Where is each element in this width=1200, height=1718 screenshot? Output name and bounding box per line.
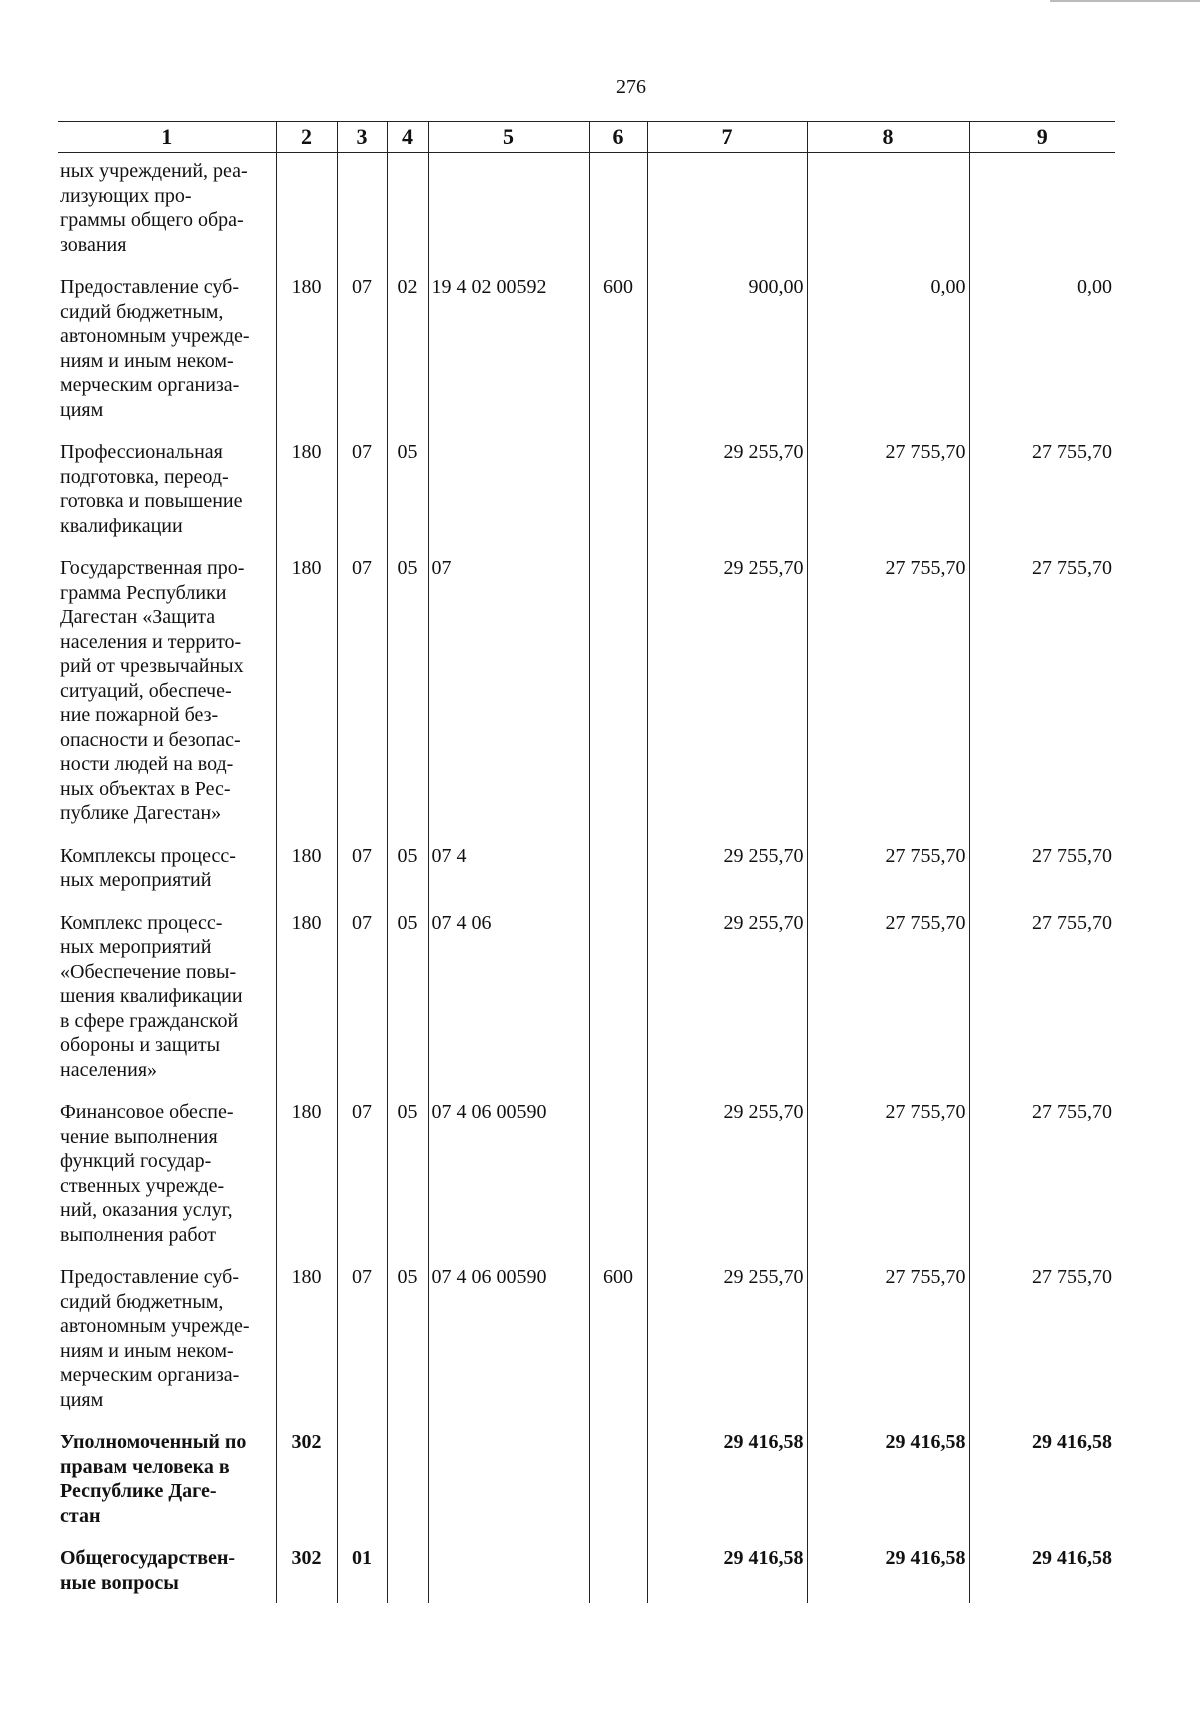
amount-col8-cell: 0,00 — [807, 265, 969, 430]
amount-col8-cell: 29 416,58 — [807, 1420, 969, 1536]
subsection-code-cell: 05 — [387, 1255, 428, 1420]
amount-col7-cell: 29 255,70 — [647, 901, 807, 1091]
table-row — [58, 1420, 1115, 1536]
amount-col8-cell: 29 416,58 — [807, 1536, 969, 1603]
admin-code-cell: 180 — [276, 834, 337, 901]
budget-table — [58, 121, 1115, 1603]
expense-type-cell — [589, 901, 647, 1091]
expense-type-cell — [589, 1536, 647, 1603]
amount-col7-cell: 29 255,70 — [647, 1255, 807, 1420]
section-code-cell: 07 — [337, 1255, 387, 1420]
column-header: 1 — [58, 122, 276, 153]
target-article-cell — [428, 153, 589, 266]
amount-col8-cell: 27 755,70 — [807, 1090, 969, 1255]
expense-type-cell: 600 — [589, 265, 647, 430]
column-header: 3 — [337, 122, 387, 153]
amount-col9-cell: 29 416,58 — [969, 1420, 1115, 1536]
section-code-cell: 07 — [337, 265, 387, 430]
expense-type-cell — [589, 546, 647, 834]
amount-col7-cell — [647, 153, 807, 266]
admin-code-cell: 180 — [276, 1255, 337, 1420]
admin-code-cell: 180 — [276, 430, 337, 546]
admin-code-cell: 302 — [276, 1536, 337, 1603]
item-name-cell: Общегосударствен- ные вопросы — [60, 1547, 236, 1594]
table-row — [58, 430, 1115, 546]
table-row — [58, 901, 1115, 1091]
amount-col8-cell: 27 755,70 — [807, 834, 969, 901]
target-article-cell — [428, 430, 589, 546]
expense-type-cell — [589, 834, 647, 901]
amount-col9-cell: 27 755,70 — [969, 834, 1115, 901]
amount-col8-cell: 27 755,70 — [807, 546, 969, 834]
expense-type-cell — [589, 153, 647, 266]
table-header-row — [58, 122, 1115, 153]
table-row — [58, 1255, 1115, 1420]
subsection-code-cell: 05 — [387, 546, 428, 834]
item-name-cell: Уполномоченный по правам человека в Республике Даге- стан — [60, 1431, 247, 1527]
subsection-code-cell: 05 — [387, 834, 428, 901]
expense-type-cell — [589, 1090, 647, 1255]
section-code-cell: 07 — [337, 1090, 387, 1255]
column-header: 5 — [428, 122, 589, 153]
section-code-cell: 07 — [337, 430, 387, 546]
table-row — [58, 546, 1115, 834]
item-name-cell: Предоставление суб- сидий бюджетным, автономным учрежде- ниям и иным неком- мерческим организа- циям — [60, 1266, 250, 1411]
item-name-cell: Комплекс процесс- ных мероприятий «Обеспечение повы- шения квалификации в сфере гражданской обороны и защиты населения» — [60, 911, 243, 1081]
item-name-cell: Государственная про- грамма Республики Дагестан «Защита населения и террито- рий от чрезвычайных ситуаций, обеспече- ние пожарной без- опасности и безопас- ности людей на вод- ных объектах в Рес- публике Дагестан» — [60, 557, 245, 824]
amount-col8-cell: 27 755,70 — [807, 430, 969, 546]
admin-code-cell: 302 — [276, 1420, 337, 1536]
section-code-cell — [337, 1420, 387, 1536]
admin-code-cell: 180 — [276, 265, 337, 430]
admin-code-cell: 180 — [276, 1090, 337, 1255]
target-article-cell: 19 4 02 00592 — [428, 265, 589, 430]
expense-type-cell: 600 — [589, 1255, 647, 1420]
amount-col7-cell: 29 255,70 — [647, 546, 807, 834]
target-article-cell: 07 4 06 — [428, 901, 589, 1091]
table-body — [58, 153, 1115, 1604]
subsection-code-cell: 02 — [387, 265, 428, 430]
amount-col8-cell — [807, 153, 969, 266]
amount-col7-cell: 29 416,58 — [647, 1420, 807, 1536]
item-name-cell: Комплексы процесс- ных мероприятий — [60, 844, 236, 891]
column-header: 8 — [807, 122, 969, 153]
admin-code-cell: 180 — [276, 901, 337, 1091]
amount-col8-cell: 27 755,70 — [807, 1255, 969, 1420]
amount-col9-cell: 27 755,70 — [969, 1090, 1115, 1255]
target-article-cell — [428, 1536, 589, 1603]
table-row — [58, 1536, 1115, 1603]
target-article-cell: 07 — [428, 546, 589, 834]
amount-col9-cell: 27 755,70 — [969, 430, 1115, 546]
amount-col9-cell — [969, 153, 1115, 266]
subsection-code-cell — [387, 1536, 428, 1603]
amount-col8-cell: 27 755,70 — [807, 901, 969, 1091]
item-name-cell: Финансовое обеспе- чение выполнения функций государ- ственных учрежде- ний, оказания услуг, выполнения работ — [60, 1101, 234, 1246]
item-name-cell: Профессиональная подготовка, переод- готовка и повышение квалификации — [60, 441, 243, 537]
admin-code-cell — [276, 153, 337, 266]
amount-col7-cell: 29 255,70 — [647, 1090, 807, 1255]
amount-col9-cell: 0,00 — [969, 265, 1115, 430]
column-header: 4 — [387, 122, 428, 153]
target-article-cell: 07 4 06 00590 — [428, 1255, 589, 1420]
subsection-code-cell: 05 — [387, 1090, 428, 1255]
subsection-code-cell: 05 — [387, 901, 428, 1091]
amount-col7-cell: 29 255,70 — [647, 834, 807, 901]
table-row — [58, 265, 1115, 430]
item-name-cell: ных учреждений, реа- лизующих про- граммы общего обра- зования — [60, 160, 248, 256]
section-code-cell: 07 — [337, 834, 387, 901]
amount-col9-cell: 27 755,70 — [969, 546, 1115, 834]
section-code-cell — [337, 153, 387, 266]
page-number: 276 — [616, 76, 646, 98]
target-article-cell: 07 4 — [428, 834, 589, 901]
target-article-cell — [428, 1420, 589, 1536]
expense-type-cell — [589, 1420, 647, 1536]
column-header: 6 — [589, 122, 647, 153]
amount-col7-cell: 900,00 — [647, 265, 807, 430]
subsection-code-cell — [387, 1420, 428, 1536]
amount-col7-cell: 29 416,58 — [647, 1536, 807, 1603]
amount-col9-cell: 27 755,70 — [969, 1255, 1115, 1420]
section-code-cell: 07 — [337, 901, 387, 1091]
column-header: 9 — [969, 122, 1115, 153]
table-row — [58, 1090, 1115, 1255]
expense-type-cell — [589, 430, 647, 546]
section-code-cell: 07 — [337, 546, 387, 834]
amount-col9-cell: 27 755,70 — [969, 901, 1115, 1091]
amount-col9-cell: 29 416,58 — [969, 1536, 1115, 1603]
table-row — [58, 153, 1115, 266]
subsection-code-cell — [387, 153, 428, 266]
target-article-cell: 07 4 06 00590 — [428, 1090, 589, 1255]
column-header: 7 — [647, 122, 807, 153]
amount-col7-cell: 29 255,70 — [647, 430, 807, 546]
admin-code-cell: 180 — [276, 546, 337, 834]
subsection-code-cell: 05 — [387, 430, 428, 546]
section-code-cell: 01 — [337, 1536, 387, 1603]
table-row — [58, 834, 1115, 901]
item-name-cell: Предоставление суб- сидий бюджетным, автономным учрежде- ниям и иным неком- мерческим организа- циям — [60, 276, 250, 421]
column-header: 2 — [276, 122, 337, 153]
scan-artifact-line — [1050, 0, 1200, 2]
